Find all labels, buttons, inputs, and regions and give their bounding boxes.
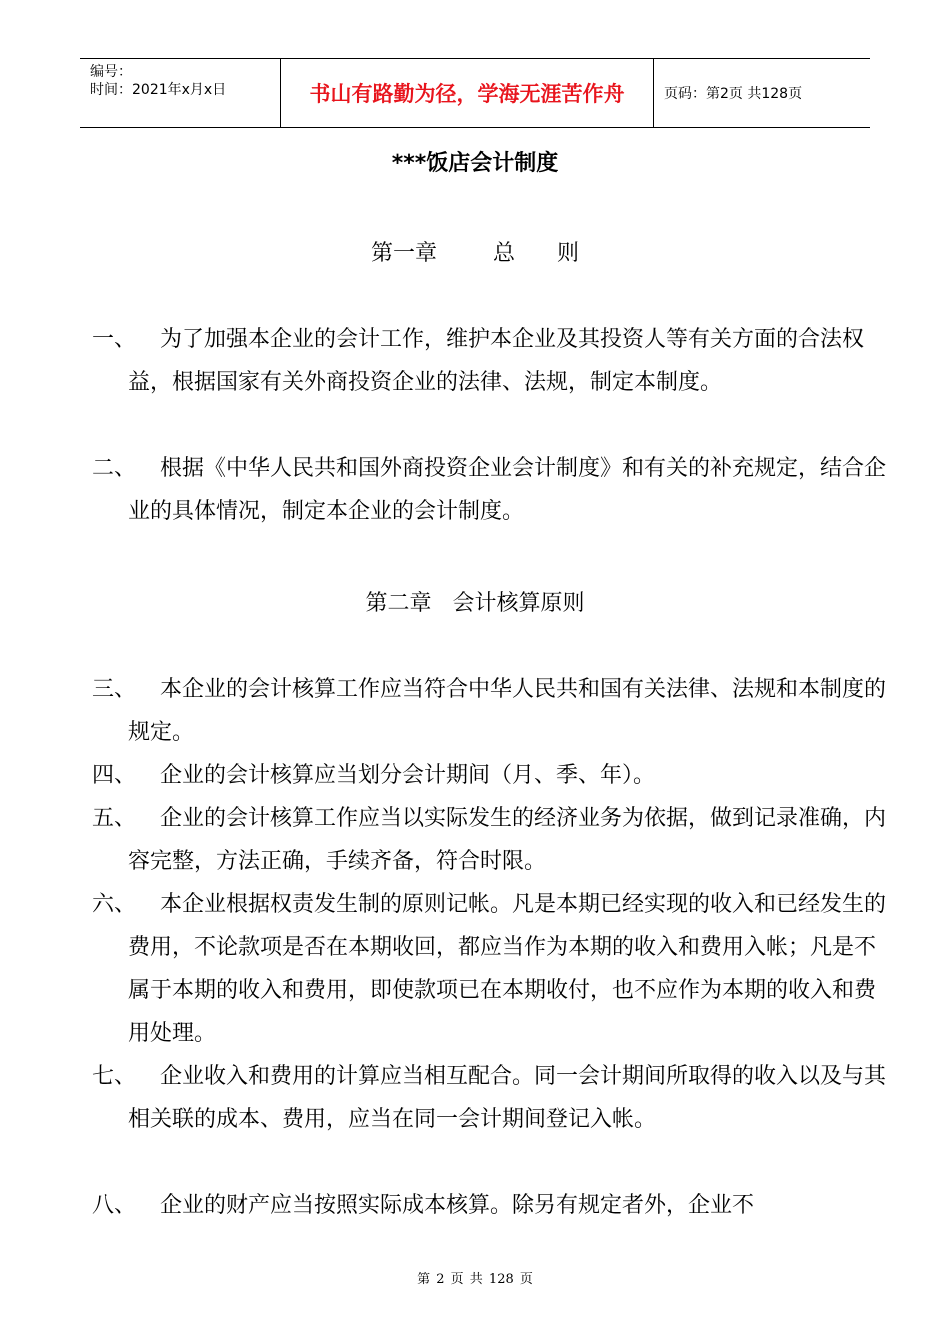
article-text: 企业的会计核算工作应当以实际发生的经济业务为依据，做到记录准确，内容完整，方法正确，手续齐备，符合时限。 (128, 806, 887, 874)
header-motto: 书山有路勤为径，学海无涯苦作舟 (281, 59, 654, 127)
document-title: ***饭店会计制度 (391, 151, 559, 176)
article-8 (92, 1184, 888, 1227)
article-number: 一、 (92, 327, 137, 352)
article-2 (92, 447, 888, 533)
header-time-label: 时间：2021年x月x日 (90, 82, 227, 98)
article-text: 本企业根据权责发生制的原则记帐。凡是本期已经实现的收入和已经发生的费用，不论款项是否在本期收回，都应当作为本期的收入和费用入帐；凡是不属于本期的收入和费用，即使款项已在本期收付，也不应作为本期的收入和费用处理。 (128, 892, 887, 1046)
article-text: 企业的会计核算应当划分会计期间（月、季、年）。 (160, 763, 656, 788)
header-page-info: 页码：第2页 共128页 (664, 86, 803, 102)
header-meta-cell (80, 59, 281, 127)
page-header (80, 58, 870, 128)
article-6 (92, 883, 888, 1055)
article-text: 为了加强本企业的会计工作，维护本企业及其投资人等有关方面的合法权益，根据国家有关外商投资企业的法律、法规，制定本制度。 (128, 327, 865, 395)
article-4 (92, 754, 888, 797)
chapter-heading-1: 第一章 总 则 (371, 241, 579, 266)
article-number: 五、 (92, 806, 137, 831)
article-text: 企业的财产应当按照实际成本核算。除另有规定者外，企业不 (160, 1193, 755, 1218)
article-text: 根据《中华人民共和国外商投资企业会计制度》和有关的补充规定，结合企业的具体情况，制定本企业的会计制度。 (128, 456, 887, 524)
article-text: 本企业的会计核算工作应当符合中华人民共和国有关法律、法规和本制度的规定。 (128, 677, 887, 745)
article-5 (92, 797, 888, 883)
article-number: 六、 (92, 892, 137, 917)
article-number: 四、 (92, 763, 137, 788)
header-number-label: 编号： (90, 64, 132, 80)
article-number: 三、 (92, 677, 137, 702)
article-7 (92, 1055, 888, 1141)
article-1 (92, 318, 888, 404)
article-3 (92, 668, 888, 754)
article-number: 七、 (92, 1064, 137, 1089)
article-number: 八、 (92, 1193, 137, 1218)
page-footer: 第 2 页 共 128 页 (417, 1272, 533, 1287)
chapter-heading-2: 第二章 会计核算原则 (365, 591, 585, 616)
article-number: 二、 (92, 456, 137, 481)
article-text: 企业收入和费用的计算应当相互配合。同一会计期间所取得的收入以及与其相关联的成本、费用，应当在同一会计期间登记入帐。 (128, 1064, 887, 1132)
